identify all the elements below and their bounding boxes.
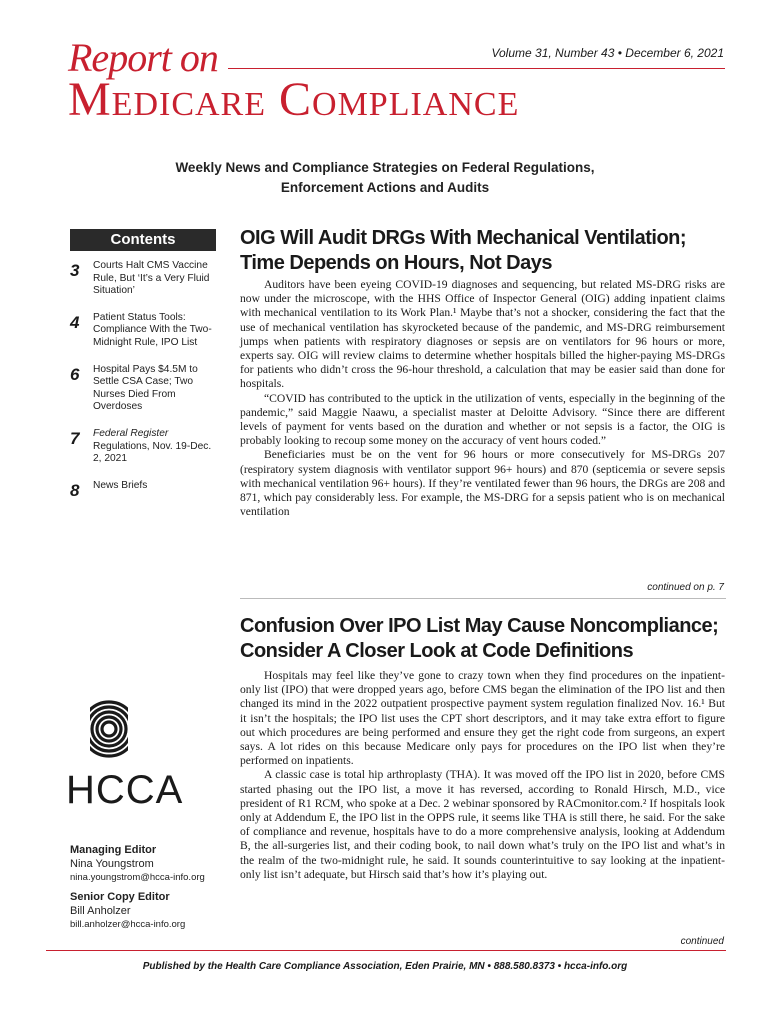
article1-body	[240, 278, 725, 519]
managing-editor-role: Managing Editor	[70, 844, 157, 856]
staff-credits	[70, 843, 250, 937]
toc-item[interactable]	[70, 260, 220, 298]
issue-volume: Volume 31, Number 43 • December 6, 2021	[491, 46, 724, 60]
toc-item-text: Patient Status Tools: Compliance With the Two-Midnight Rule, IPO List	[93, 311, 212, 348]
toc-item-text: Hospital Pays $4.5M to Settle CSA Case; Two Nurses Died From Overdoses	[93, 363, 198, 413]
copy-editor-role: Senior Copy Editor	[70, 891, 170, 903]
managing-editor-name: Nina Youngstrom	[70, 858, 154, 870]
masthead-report-on: Report on	[68, 35, 218, 80]
article-divider	[240, 598, 726, 599]
toc-item[interactable]	[70, 480, 220, 499]
toc-item-text	[93, 428, 220, 466]
article1-paragraph: “COVID has contributed to the uptick in the utilization of vents, especially in the beginning of the pandemic,” said Maggie Naawu, a specialist master at Deloitte Advisory. “Since there are different levels of payment for vents based on the duration and whether or not sepsis is a factor, the OIG is probably looking to recoup some money on the accuracy of vent hours coded.”	[240, 391, 725, 448]
article1-paragraph: Auditors have been eyeing COVID-19 diagnoses and sequencing, but related MS-DRG risks are now under the microscope, with the HHS Office of Inspector General (OIG) adding inpatient claims with mechanical ventilation to its Work Plan.¹ Maybe that’s not a shocker, considering the fact that the use of mechanical ventilation has skyrocketed because of the pandemic, and MS-DRG reimbursement jumps when patients with respiratory diagnoses or sepsis are on ventilators for 96 hours or more, experts say. OIG will review claims to determine whether hospitals billed the higher-paying MS-DRGs for patients who didn’t cross the 96-hour threshold, a calculation that may be easier said than done for hospitals.	[240, 278, 725, 391]
article2-paragraph: A classic case is total hip arthroplasty (THA). It was moved off the IPO list in 2020, before CMS started phasing out the IPO list, a move it has reversed, according to Ronald Hirsch, M.D., vice president of R1 RCM, who spoke at a Dec. 2 webinar sponsored by RACmonitor.com.² If hospitals look only at Addendum E, the IPO list in the OPPS rule, it seems like THA is still there, he said. For the sake of compliance and revenue, hospitals have to do a more comprehensive analysis, looking at Addendum B, the all-surgeries list, and their coding book, to nail down what’s truly on the IPO list and what’s in the realm of the two-midnight rule, he said. It sounds counterintuitive to say looking at the inpatient-only list isn’t adequate, but Hirsch said that’s how it’s playing out.	[240, 768, 725, 881]
managing-editor-email[interactable]: nina.youngstrom@hcca-info.org	[70, 872, 205, 883]
hcca-logo-text: HCCA	[66, 768, 184, 812]
table-of-contents	[70, 260, 220, 513]
article1-continued: continued on p. 7	[647, 582, 724, 593]
article2-body	[240, 669, 725, 882]
tagline	[0, 158, 770, 198]
article2-paragraph: Hospitals may feel like they’ve gone to crazy town when they find procedures on the inpatient-only list (IPO) that were dropped years ago, before CMS began the elimination of the IPO list and then changed its mind in the 2022 outpatient prospective payment system regulation finalized Nov. 16.¹ But it isn’t the hospitals; the IPO list uses the CPT short descriptors, and it may take extra effort to figure out which procedures are being performed and ensure they get the right code from surgeons, an expert says. A lot rides on this because Medicare only pays for procedures on the IPO list when they’re performed on inpatients.	[240, 669, 725, 768]
article1-paragraph: Beneficiaries must be on the vent for 96 hours or more consecutively for MS-DRGs 207 (respiratory system diagnosis with ventilator support 96+ hours) and 870 (septicemia or severe sepsis with mechanical ventilation 96+ hours). If they’re ventilated fewer than 96 hours, the DRGs are 208 and 871, which pay considerably less. For example, the MS-DRG for a sepsis patient who is on mechanical ventilation	[240, 448, 725, 519]
toc-rest-text: Regulations, Nov. 19-Dec. 2, 2021	[93, 440, 212, 465]
tagline-line2: Enforcement Actions and Audits	[280, 180, 490, 195]
toc-item-text: News Briefs	[93, 479, 148, 491]
toc-page-number: 3	[70, 261, 80, 280]
article2-headline: Confusion Over IPO List May Cause Noncompliance; Consider A Closer Look at Code Definitions	[240, 615, 719, 662]
toc-item-text: Courts Halt CMS Vaccine Rule, But ‘It’s a Very Fluid Situation’	[93, 260, 210, 297]
toc-italic-text: Federal Register	[93, 427, 169, 439]
toc-page-number: 7	[70, 428, 80, 448]
masthead-title: Medicare Compliance	[68, 73, 520, 126]
copy-editor-email[interactable]: bill.anholzer@hcca-info.org	[70, 919, 186, 930]
copy-editor-name: Bill Anholzer	[70, 905, 131, 917]
toc-item[interactable]	[70, 428, 220, 466]
toc-page-number: 4	[70, 312, 80, 332]
contents-heading: Contents	[70, 229, 216, 251]
publisher-footer: Published by the Health Care Compliance Association, Eden Prairie, MN • 888.580.8373 • hcca-info.org	[142, 961, 628, 972]
tagline-line1: Weekly News and Compliance Strategies on Federal Regulations,	[175, 160, 595, 175]
toc-page-number: 6	[70, 364, 80, 384]
toc-item[interactable]	[70, 364, 220, 414]
article2-continued: continued	[680, 936, 724, 947]
masthead-rule	[228, 68, 725, 69]
toc-page-number: 8	[70, 480, 80, 500]
footer-rule	[46, 950, 726, 951]
toc-item[interactable]	[70, 312, 220, 350]
article1-headline: OIG Will Audit DRGs With Mechanical Ventilation; Time Depends on Hours, Not Days	[240, 227, 687, 274]
